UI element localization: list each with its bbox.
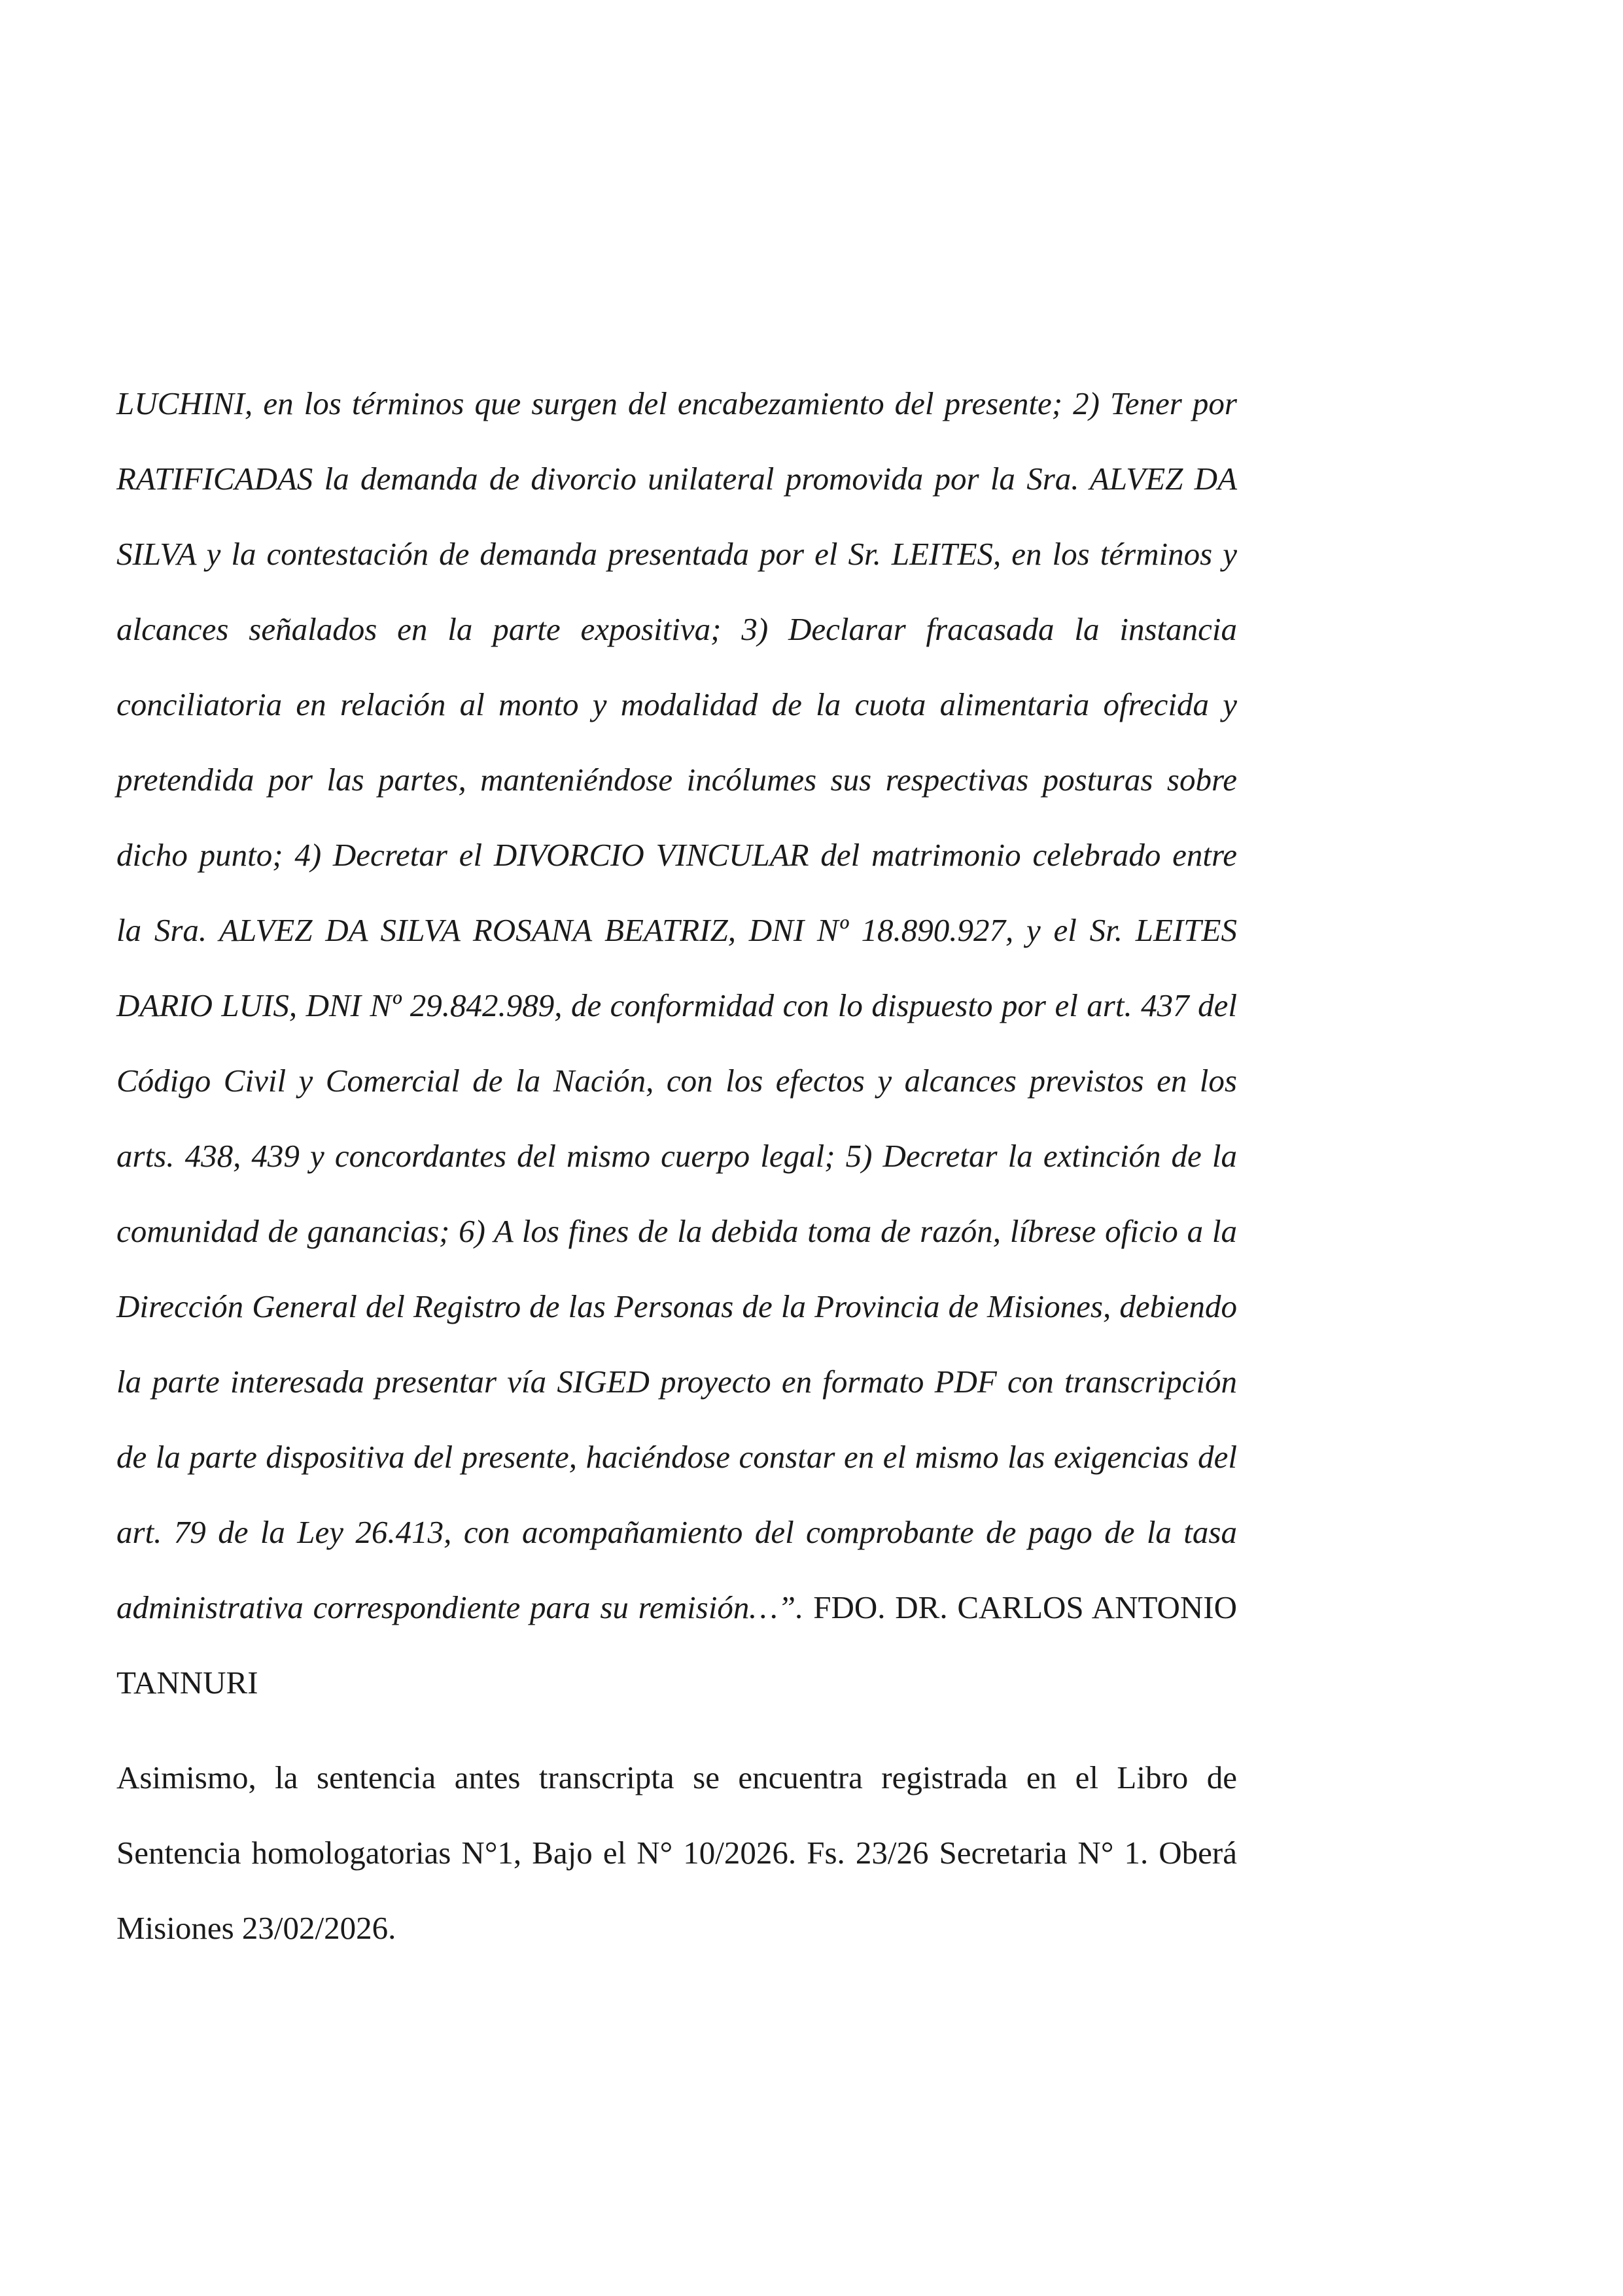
quoted-line-9: DARIO LUIS, DNI Nº 29.842.989, de conformidad con lo dispuesto por el art. 437 del [116, 987, 1237, 1023]
quoted-line-16: art. 79 de la Ley 26.413, con acompañamiento del comprobante de pago de la tasa [116, 1514, 1237, 1550]
registration-line-1: Asimismo, la sentencia antes transcripta se encuentra registrada en el Libro de [116, 1759, 1237, 1795]
quoted-line-4: alcances señalados en la parte expositiva; 3) Declarar fracasada la instancia [116, 611, 1237, 647]
quoted-line-12: comunidad de ganancias; 6) A los fines de la debida toma de razón, líbrese oficio a la [116, 1213, 1237, 1249]
quoted-line-13: Dirección General del Registro de las Personas de la Provincia de Misiones, debiendo [116, 1288, 1237, 1324]
quoted-closing-line [116, 1588, 1237, 1627]
quoted-line-1: LUCHINI, en los términos que surgen del encabezamiento del presente; 2) Tener por [116, 385, 1237, 421]
quoted-line-10: Código Civil y Comercial de la Nación, con los efectos y alcances previstos en los [116, 1063, 1237, 1099]
signature-text: FDO. DR. CARLOS ANTONIO [813, 1589, 1238, 1625]
quoted-line-6: pretendida por las partes, manteniéndose incólumes sus respectivas posturas sobre [116, 762, 1237, 798]
quote-closing-text: administrativa correspondiente para su remisión…”. [116, 1589, 804, 1625]
quoted-line-5: conciliatoria en relación al monto y modalidad de la cuota alimentaria ofrecida y [116, 686, 1237, 722]
quoted-line-8: la Sra. ALVEZ DA SILVA ROSANA BEATRIZ, DNI Nº 18.890.927, y el Sr. LEITES [116, 912, 1237, 948]
quoted-line-2: RATIFICADAS la demanda de divorcio unilateral promovida por la Sra. ALVEZ DA [116, 461, 1237, 497]
registration-line-3: Misiones 23/02/2026. [116, 1910, 396, 1946]
quoted-line-3: SILVA y la contestación de demanda presentada por el Sr. LEITES, en los términos y [116, 536, 1237, 572]
signature-continuation: TANNURI [116, 1665, 258, 1701]
registration-line-2: Sentencia homologatorias N°1, Bajo el N° 10/2026. Fs. 23/26 Secretaria N° 1. Oberá [116, 1835, 1237, 1871]
quoted-line-11: arts. 438, 439 y concordantes del mismo cuerpo legal; 5) Decretar la extinción de la [116, 1138, 1237, 1174]
quoted-line-7: dicho punto; 4) Decretar el DIVORCIO VINCULAR del matrimonio celebrado entre [116, 837, 1237, 873]
quoted-line-15: de la parte dispositiva del presente, haciéndose constar en el mismo las exigencias del [116, 1439, 1237, 1475]
quoted-line-14: la parte interesada presentar vía SIGED proyecto en formato PDF con transcripción [116, 1364, 1237, 1400]
